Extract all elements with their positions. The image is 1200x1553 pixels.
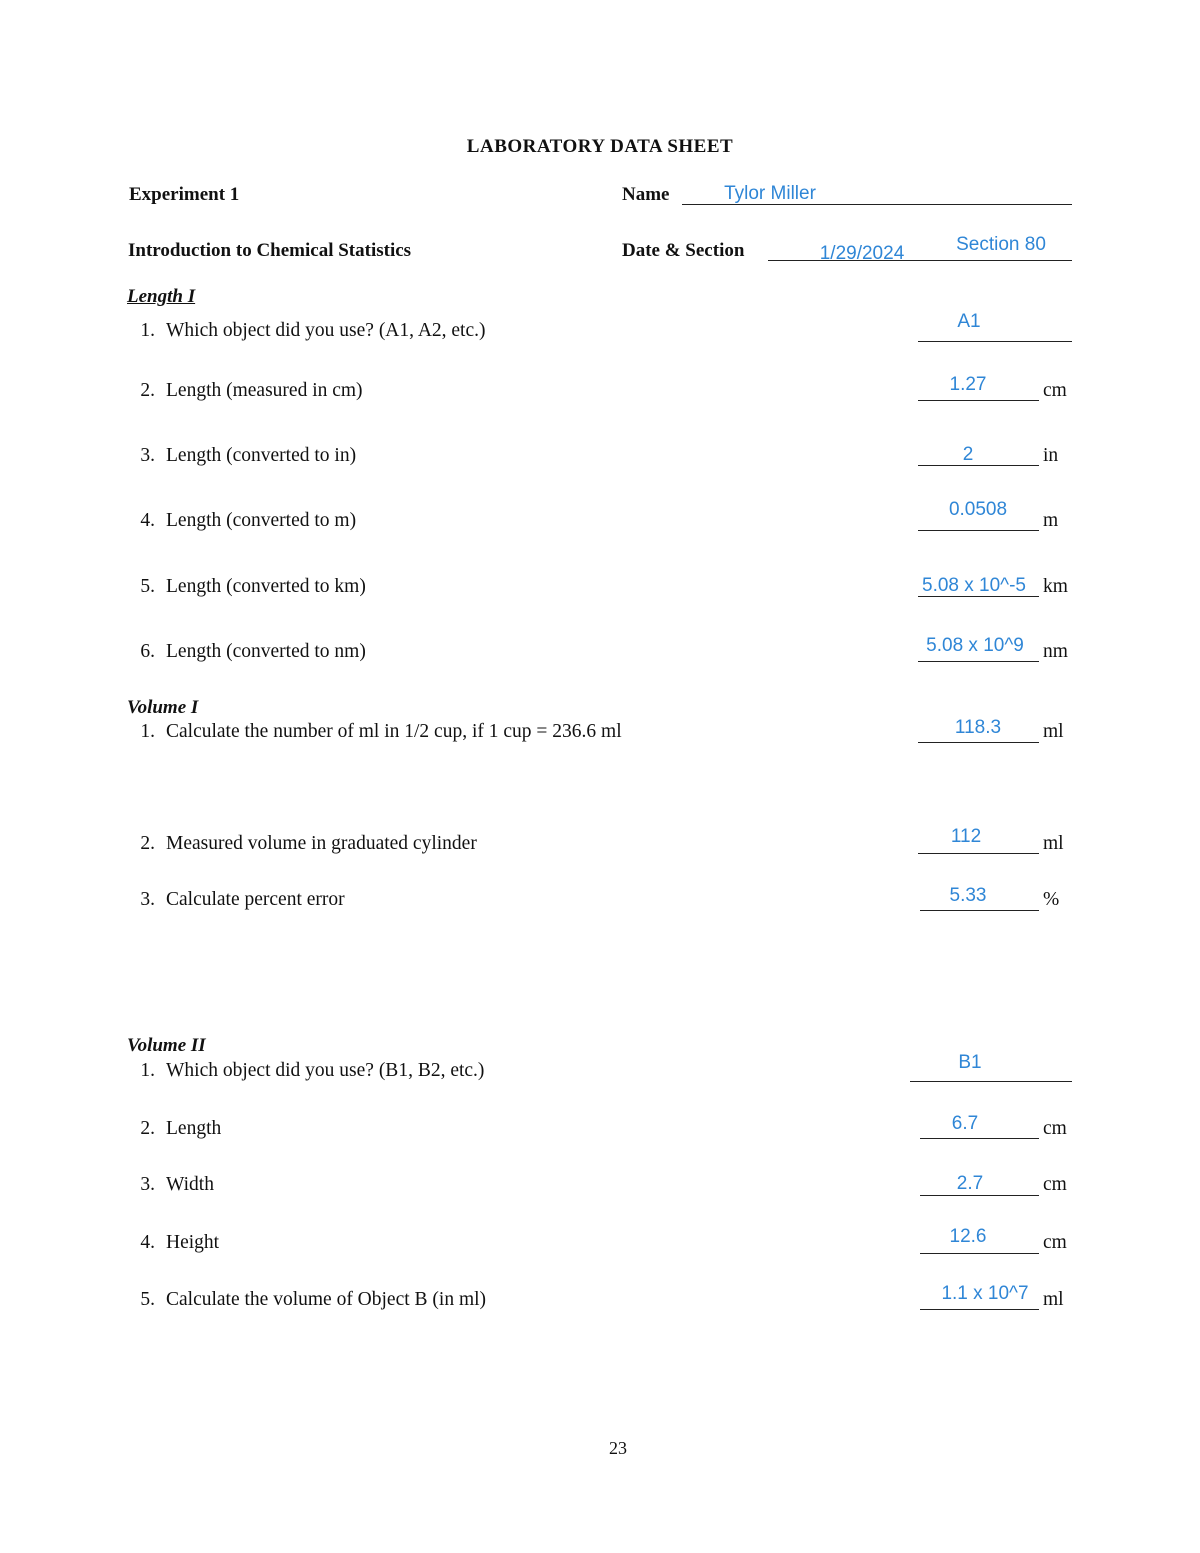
unit-label: cm [1043,1232,1067,1253]
question-text: 2. Length (measured in cm) [140,380,363,401]
date-value[interactable]: 1/29/2024 [819,243,905,264]
answer-underline [920,910,1039,911]
experiment-label: Experiment 1 [129,184,240,205]
answer-underline [910,1081,1072,1082]
answer-underline [918,530,1039,531]
section-heading-volume-i: Volume I [127,697,199,718]
unit-label: nm [1043,641,1068,662]
question-text: 3. Width [140,1174,214,1195]
question-text: 1. Which object did you use? (B1, B2, etc.) [140,1060,485,1081]
question-text: 3. Length (converted to in) [140,445,357,466]
question-text: 2. Length [140,1118,222,1139]
question-text: 6. Length (converted to nm) [140,641,366,662]
answer-underline [918,341,1072,342]
name-value[interactable]: Tylor Miller [724,183,816,204]
answer-value[interactable]: 1.1 x 10^7 [941,1283,1029,1304]
section-heading-length-i: Length I [127,286,196,307]
unit-label: km [1043,576,1068,597]
answer-value[interactable]: 12.6 [949,1226,987,1247]
answer-underline [918,853,1039,854]
answer-value[interactable]: A1 [957,311,981,332]
answer-underline [920,1138,1039,1139]
date-section-label: Date & Section [622,240,745,261]
answer-underline [920,1253,1039,1254]
unit-label: m [1043,510,1059,531]
unit-label: % [1043,889,1060,910]
question-text: 5. Calculate the volume of Object B (in ml) [140,1289,487,1310]
unit-label: in [1043,445,1059,466]
answer-value[interactable]: 5.08 x 10^9 [926,635,1024,656]
name-label: Name [622,184,670,205]
answer-underline [918,661,1039,662]
unit-label: cm [1043,380,1067,401]
question-text: 3. Calculate percent error [140,889,345,910]
answer-value[interactable]: 0.0508 [948,499,1008,520]
answer-value[interactable]: B1 [958,1052,982,1073]
answer-value[interactable]: 5.08 x 10^-5 [922,575,1026,596]
answer-value[interactable]: 112 [950,826,982,847]
question-text: 1. Which object did you use? (A1, A2, etc.) [140,320,486,341]
unit-label: ml [1043,1289,1064,1310]
section-heading-volume-ii: Volume II [127,1035,206,1056]
question-text: 4. Length (converted to m) [140,510,357,531]
experiment-subtitle: Introduction to Chemical Statistics [128,240,412,261]
answer-underline [918,742,1039,743]
question-text: 2. Measured volume in graduated cylinder [140,833,477,854]
answer-value[interactable]: 5.33 [949,885,987,906]
answer-value[interactable]: 6.7 [951,1113,979,1134]
unit-label: cm [1043,1174,1067,1195]
page-title: LABORATORY DATA SHEET [466,136,734,157]
page-number: 23 [609,1438,627,1458]
answer-value[interactable]: 2.7 [956,1173,984,1194]
section-value[interactable]: Section 80 [956,234,1046,255]
unit-label: cm [1043,1118,1067,1139]
answer-value[interactable]: 2 [962,444,974,465]
answer-underline [920,1195,1039,1196]
answer-underline [918,400,1039,401]
answer-value[interactable]: 1.27 [949,374,987,395]
unit-label: ml [1043,833,1064,854]
question-text: 5. Length (converted to km) [140,576,366,597]
question-text: 1. Calculate the number of ml in 1/2 cup, if 1 cup = 236.6 ml [140,721,622,742]
answer-value[interactable]: 118.3 [954,717,1002,738]
unit-label: ml [1043,721,1064,742]
answer-underline [920,1309,1039,1310]
question-text: 4. Height [140,1232,220,1253]
